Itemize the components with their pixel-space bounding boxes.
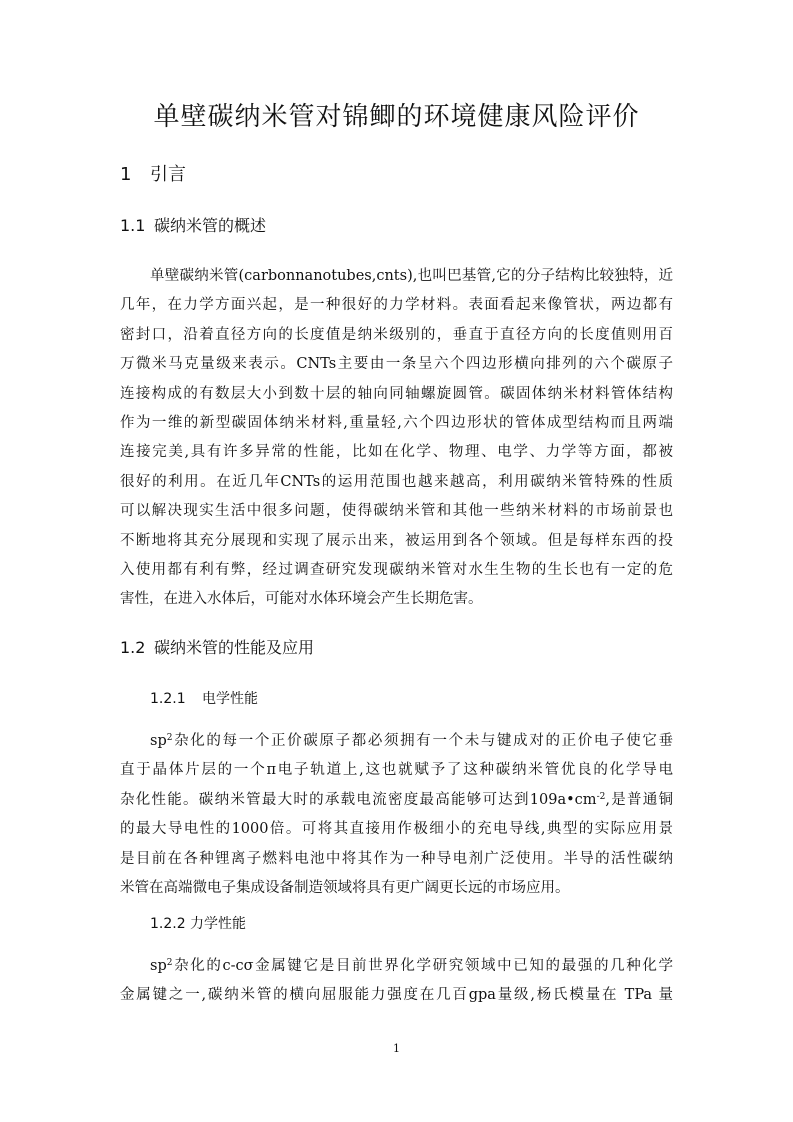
text-line: 单壁碳纳米管(carbonnanotubes,cnts),也叫巴基管,它的分子结构比较独特，近: [150, 268, 673, 284]
section-title: 力学性能: [190, 916, 246, 932]
section-number: 1.2: [120, 638, 146, 657]
text-line: 万微米马克量级来表示。CNTs主要由一条呈六个四边形横向排列的六个碳原子: [120, 356, 673, 373]
section-title: 碳纳米管的概述: [154, 216, 267, 235]
section-1-2-2-heading: [150, 913, 246, 935]
text-line: 连接完美,具有许多异常的性能，比如在化学、物理、电学、力学等方面，都被: [120, 444, 673, 461]
section-number: 1: [120, 164, 132, 185]
page-number: 1: [393, 1042, 400, 1055]
text-line: 很好的利用。在近几年CNTs的运用范围也越来越高，利用碳纳米管特殊的性质: [120, 473, 673, 490]
text-line: 是目前在各种锂离子燃料电池中将其作为一种导电剂广泛使用。半导的活性碳纳: [120, 850, 673, 867]
text-line: 害性，在进入水体后，可能对水体环境会产生长期危害。: [120, 591, 483, 608]
text-line: 米管在高端微电子集成设备制造领域将具有更广阔更长远的市场应用。: [120, 879, 570, 896]
section-title: 电学性能: [202, 691, 258, 707]
text-line: $sp^2$杂化的每一个正价碳原子都必须拥有一个未与键成对的正价电子使它垂: [150, 733, 673, 749]
text-line: 可以解决现实生活中很多问题，使得碳纳米管和其他一些纳米材料的市场前景也: [120, 503, 673, 520]
section-title: 碳纳米管的性能及应用: [154, 638, 315, 657]
text-line: 密封口，沿着直径方向的长度值是纳米级别的，垂直于直径方向的长度值则用百: [120, 326, 673, 343]
text-line: 杂化性能。碳纳米管最大时的承载电流密度最高能够可达到$109a•cm^{-2}$,是普通铜: [120, 791, 674, 808]
paragraph-overview: [120, 262, 673, 615]
text-line: 连接构成的有数层大小到数十层的轴向同轴螺旋圆管。碳固体纳米材料管体结构: [120, 385, 673, 402]
section-1-heading: [120, 162, 186, 188]
section-1-2-1-heading: [150, 688, 258, 710]
text-line: 几年，在力学方面兴起，是一种很好的力学材料。表面看起来像管状，两边都有: [120, 297, 673, 314]
text-line: 作为一维的新型碳固体纳米材料,重量轻,六个四边形状的管体成型结构而且两端: [120, 414, 673, 431]
text-line: 直于晶体片层的一个π电子轨道上,这也就赋予了这种碳纳米管优良的化学导电: [120, 762, 673, 779]
section-number: 1.2.1: [150, 691, 186, 707]
document-title: 单壁碳纳米管对锦鲫的环境健康风险评价: [153, 102, 640, 132]
paragraph-mechanical: [120, 952, 673, 1011]
text-line: $sp^2$杂化的c-cσ金属键它是目前世界化学研究领域中已知的最强的几种化学: [150, 958, 673, 974]
section-1-2-heading: [120, 636, 314, 660]
text-line: 的最大导电性的1000倍。可将其直接用作极细小的充电导线,典型的实际应用景: [120, 821, 673, 838]
section-1-1-heading: [120, 214, 266, 238]
text-line: 不断地将其充分展现和实现了展示出来，被运用到各个领域。但是每样东西的投: [120, 532, 673, 549]
text-line: 金属键之一,碳纳米管的横向屈服能力强度在几百gpa量级,杨氏模量在 TPa 量: [120, 987, 673, 1004]
section-number: 1.2.2: [150, 916, 186, 932]
section-title: 引言: [150, 164, 186, 185]
section-number: 1.1: [120, 216, 146, 235]
paragraph-electrical: [120, 727, 673, 903]
text-line: 入使用都有利有弊，经过调查研究发现碳纳米管对水生生物的生长也有一定的危: [120, 561, 673, 578]
